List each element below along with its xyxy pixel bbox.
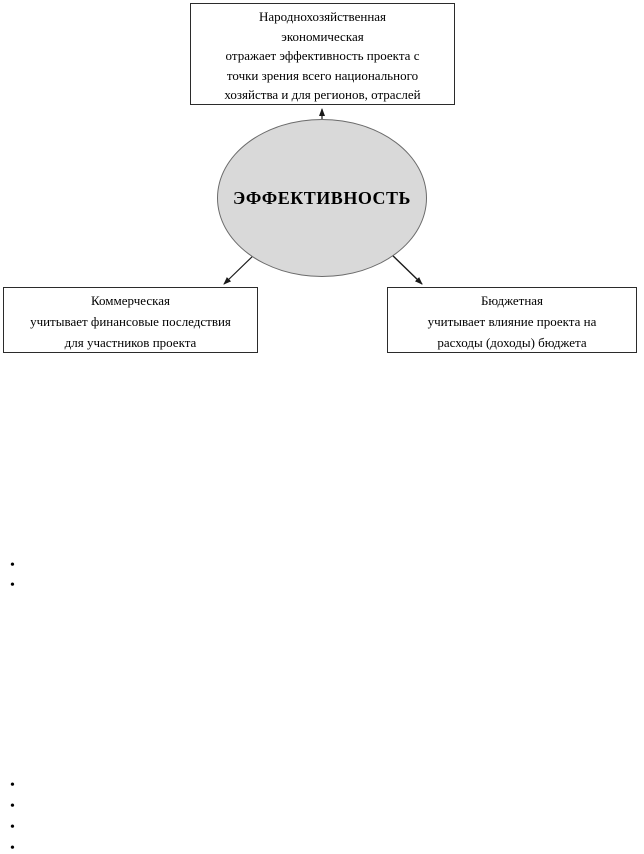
budget-efficiency-box — [387, 287, 637, 353]
bullet-marker: • — [10, 578, 15, 593]
bullet-group-1 — [10, 556, 15, 596]
box-text-line: Народнохозяйственная — [258, 9, 387, 24]
national-economic-efficiency-box — [190, 3, 455, 105]
box-text-line: отражает эффективность проекта с — [225, 48, 420, 63]
box-text-line: для участников проекта — [64, 335, 197, 350]
box-text-line: Бюджетная — [480, 293, 544, 308]
bullet-marker: • — [10, 558, 15, 573]
box-text-line: учитывает влияние проекта на — [427, 314, 597, 329]
box-text-line: точки зрения всего национального — [226, 67, 419, 83]
bullet-marker: • — [10, 799, 15, 814]
commercial-efficiency-box — [3, 287, 258, 353]
bullet-group-2 — [10, 775, 15, 854]
box-text-line: расходы (доходы) бюджета — [437, 335, 587, 350]
effectiveness-label: ЭФФЕКТИВНОСТЬ — [233, 187, 411, 208]
bullet-marker: • — [10, 841, 15, 854]
box-text-line: хозяйства и для регионов, отраслей — [224, 87, 421, 102]
bullet-marker: • — [10, 778, 15, 793]
box-text-line: учитывает финансовые последствия — [30, 314, 231, 329]
box-text-line: Коммерческая — [91, 293, 170, 308]
bullet-marker: • — [10, 820, 15, 835]
effectiveness-ellipse — [217, 119, 427, 277]
box-text-line: экономическая — [281, 28, 364, 44]
